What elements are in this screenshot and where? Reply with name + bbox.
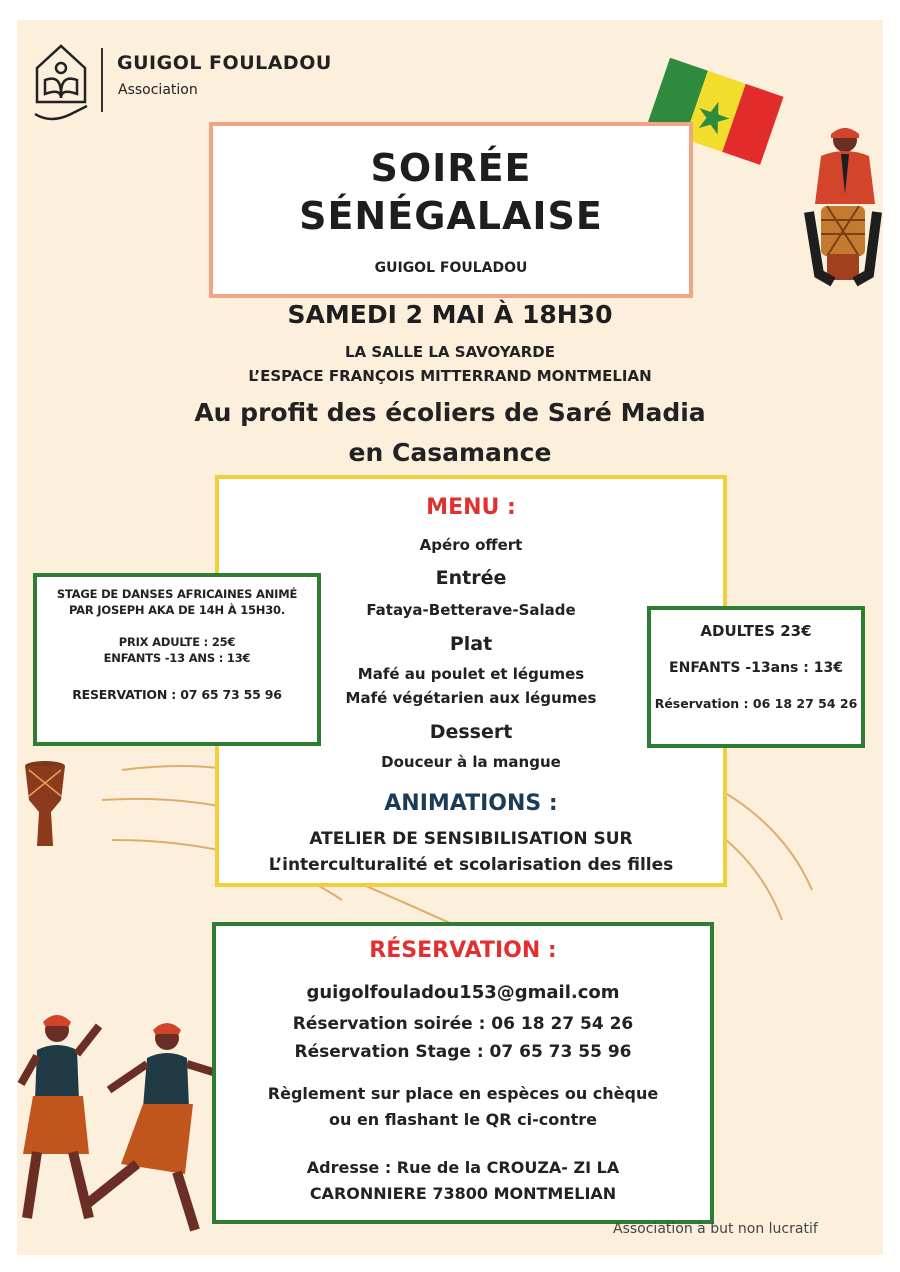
menu-dessert-heading: Dessert <box>429 721 513 743</box>
african-dancers-illustration-icon <box>17 1004 217 1244</box>
event-title-line1: SOIRÉE <box>370 146 532 190</box>
venue-line2: L’ESPACE FRANÇOIS MITTERRAND MONTMELIAN <box>248 367 652 385</box>
reservation-evening-phone: Réservation soirée : 06 18 27 54 26 <box>292 1014 634 1034</box>
event-date: SAMEDI 2 MAI À 18H30 <box>287 300 613 329</box>
dinner-reservation: Réservation : 06 18 27 54 26 <box>654 696 858 711</box>
reservation-email[interactable]: guigolfouladou153@gmail.com <box>306 982 620 1003</box>
dance-workshop-box <box>33 573 321 746</box>
dinner-child-price: ENFANTS -13ans : 13€ <box>669 660 843 676</box>
menu-main-1: Mafé au poulet et légumes <box>357 665 585 683</box>
animations-title: ANIMATIONS : <box>384 791 558 816</box>
dinner-prices-box <box>647 606 865 748</box>
reservation-workshop-phone: Réservation Stage : 07 65 73 55 96 <box>294 1042 632 1062</box>
event-title-line2: SÉNÉGALAISE <box>299 194 603 238</box>
animations-line2: L’interculturalité et scolarisation des filles <box>268 855 674 875</box>
event-organizer: GUIGOL FOULADOU <box>374 260 528 276</box>
djembe-drum-icon <box>21 760 69 850</box>
menu-main-2: Mafé végétarien aux légumes <box>345 689 597 707</box>
payment-line1: Règlement sur place en espèces ou chèque <box>267 1084 659 1103</box>
workshop-adult-price: PRIX ADULTE : 25€ <box>118 635 236 649</box>
address-line2: CARONNIERE 73800 MONTMELIAN <box>309 1184 617 1203</box>
workshop-line1: STAGE DE DANSES AFRICAINES ANIMÉ <box>56 587 298 601</box>
workshop-reservation: RESERVATION : 07 65 73 55 96 <box>72 687 282 702</box>
menu-main-heading: Plat <box>449 633 493 655</box>
event-title <box>213 144 689 240</box>
payment-line2: ou en flashant le QR ci-contre <box>328 1110 597 1129</box>
animations-line1: ATELIER DE SENSIBILISATION SUR <box>309 829 633 849</box>
reservation-title: RÉSERVATION : <box>369 938 557 963</box>
cause-line2: en Casamance <box>348 438 552 467</box>
drummer-illustration-icon <box>803 124 883 294</box>
dinner-adult-price: ADULTES 23€ <box>700 622 812 640</box>
logo-subtitle: Association <box>118 82 198 98</box>
logo-name: GUIGOL FOULADOU <box>117 52 332 74</box>
menu-aperitif: Apéro offert <box>419 536 523 554</box>
reservation-box <box>212 922 714 1224</box>
menu-starter: Fataya-Betterave-Salade <box>366 601 576 619</box>
workshop-child-price: ENFANTS -13 ANS : 13€ <box>103 651 251 665</box>
workshop-line2: PAR JOSEPH AKA DE 14H À 15H30. <box>68 603 286 617</box>
nonprofit-footer: Association à but non lucratif <box>613 1221 818 1237</box>
logo-divider <box>101 48 103 112</box>
menu-starter-heading: Entrée <box>435 567 507 589</box>
address-line1: Adresse : Rue de la CROUZA- ZI LA <box>306 1158 620 1177</box>
venue-line1: LA SALLE LA SAVOYARDE <box>344 343 555 361</box>
cause-line1: Au profit des écoliers de Saré Madia <box>194 398 706 427</box>
event-title-box <box>209 122 693 298</box>
house-book-logo-icon <box>31 38 93 126</box>
menu-dessert: Douceur à la mangue <box>381 753 561 771</box>
flyer-page <box>17 20 883 1255</box>
menu-title: MENU : <box>426 495 516 520</box>
